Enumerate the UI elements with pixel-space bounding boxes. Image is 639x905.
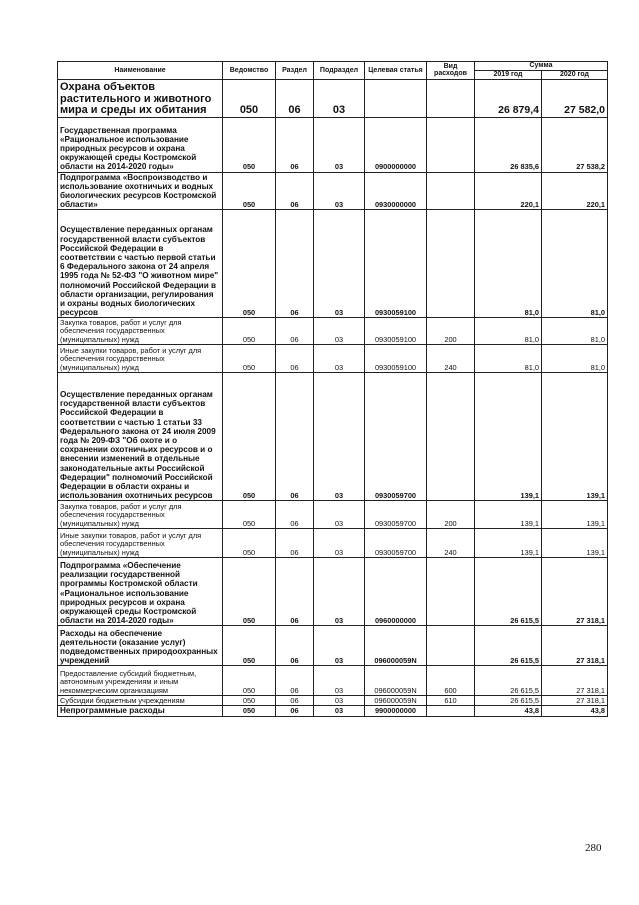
cell-expense-type — [427, 558, 475, 626]
page-number: 280 — [585, 842, 602, 854]
cell-2020: 27 318,1 — [542, 558, 608, 626]
cell-2020: 27 582,0 — [542, 79, 608, 117]
cell-department: 050 — [223, 172, 276, 210]
cell-subsection: 03 — [314, 373, 365, 501]
cell-subsection: 03 — [314, 666, 365, 696]
cell-subsection: 03 — [314, 79, 365, 117]
table-row — [58, 79, 608, 117]
table-body — [58, 79, 608, 716]
cell-expense-type — [427, 706, 475, 716]
cell-department: 050 — [223, 706, 276, 716]
cell-2019: 26 615,5 — [475, 696, 542, 706]
cell-expense-type: 200 — [427, 501, 475, 529]
header-sum: Сумма — [475, 62, 608, 71]
cell-name: Предоставление субсидий бюджетным, автономным учреждениям и иным некоммерческим организациям — [58, 666, 223, 696]
cell-name: Закупка товаров, работ и услуг для обеспечения государственных (муниципальных) нужд — [58, 501, 223, 529]
cell-target: 0930059100 — [365, 318, 427, 345]
cell-target: 096000059N — [365, 666, 427, 696]
header-department: Ведомство — [223, 62, 276, 80]
cell-section: 06 — [276, 318, 314, 345]
cell-section: 06 — [276, 501, 314, 529]
cell-section: 06 — [276, 529, 314, 558]
cell-name: Государственная программа «Рациональное использование природных ресурсов и охрана окружающей среды Костромской области на 2014-2020 годы» — [58, 117, 223, 172]
cell-section: 06 — [276, 666, 314, 696]
cell-target: 0930059100 — [365, 345, 427, 373]
cell-name: Субсидии бюджетным учреждениям — [58, 696, 223, 706]
cell-subsection: 03 — [314, 501, 365, 529]
cell-name: Охрана объектов растительного и животного мира и среды их обитания — [58, 79, 223, 117]
cell-2020: 81,0 — [542, 210, 608, 318]
table-header — [58, 62, 608, 80]
cell-subsection: 03 — [314, 706, 365, 716]
cell-name: Непрограммные расходы — [58, 706, 223, 716]
cell-expense-type — [427, 117, 475, 172]
table-row — [58, 706, 608, 716]
cell-name: Закупка товаров, работ и услуг для обеспечения государственных (муниципальных) нужд — [58, 318, 223, 345]
cell-subsection: 03 — [314, 558, 365, 626]
cell-2020: 81,0 — [542, 345, 608, 373]
cell-section: 06 — [276, 79, 314, 117]
cell-target: 9900000000 — [365, 706, 427, 716]
cell-2019: 139,1 — [475, 501, 542, 529]
cell-2020: 220,1 — [542, 172, 608, 210]
cell-2020: 27 318,1 — [542, 626, 608, 666]
cell-2019: 139,1 — [475, 373, 542, 501]
cell-section: 06 — [276, 345, 314, 373]
header-section: Раздел — [276, 62, 314, 80]
cell-section: 06 — [276, 626, 314, 666]
cell-section: 06 — [276, 696, 314, 706]
budget-table — [57, 61, 608, 717]
table-row — [58, 666, 608, 696]
cell-2020: 27 318,1 — [542, 666, 608, 696]
cell-2020: 81,0 — [542, 318, 608, 345]
cell-department: 050 — [223, 626, 276, 666]
cell-department: 050 — [223, 529, 276, 558]
cell-target — [365, 79, 427, 117]
table-row — [58, 172, 608, 210]
cell-department: 050 — [223, 501, 276, 529]
cell-name: Осуществление переданных органам государственной власти субъектов Российской Федерации в соответствии с частью 1 статьи 33 Федерального закона от 24 июля 2009 года № 209-ФЗ "Об охоте и о сохранении охотничьих ресурсов и о внесении изменений в отдельные законодательные акты Российской Федерации" полномочий Российской Федерации в области охраны и использования охотничьих ресурсов — [58, 373, 223, 501]
cell-subsection: 03 — [314, 117, 365, 172]
cell-expense-type — [427, 210, 475, 318]
header-name: Наименование — [58, 62, 223, 80]
cell-expense-type — [427, 172, 475, 210]
cell-2019: 26 615,5 — [475, 558, 542, 626]
cell-department: 050 — [223, 696, 276, 706]
header-subsection: Подраздел — [314, 62, 365, 80]
cell-subsection: 03 — [314, 626, 365, 666]
cell-2019: 81,0 — [475, 210, 542, 318]
cell-2019: 139,1 — [475, 529, 542, 558]
cell-section: 06 — [276, 706, 314, 716]
cell-section: 06 — [276, 558, 314, 626]
cell-department: 050 — [223, 558, 276, 626]
cell-department: 050 — [223, 117, 276, 172]
cell-2020: 139,1 — [542, 501, 608, 529]
cell-target: 0960000000 — [365, 558, 427, 626]
cell-2020: 139,1 — [542, 529, 608, 558]
cell-2019: 26 879,4 — [475, 79, 542, 117]
cell-target: 0930000000 — [365, 172, 427, 210]
cell-2020: 139,1 — [542, 373, 608, 501]
table-row — [58, 501, 608, 529]
table-row — [58, 345, 608, 373]
table-row — [58, 696, 608, 706]
table-row — [58, 626, 608, 666]
cell-2019: 26 615,5 — [475, 626, 542, 666]
cell-name: Иные закупки товаров, работ и услуг для обеспечения государственных (муниципальных) нужд — [58, 529, 223, 558]
cell-expense-type: 240 — [427, 529, 475, 558]
cell-name: Подпрограмма «Обеспечение реализации государственной программы Костромской области «Рациональное использование природных ресурсов и охрана окружающей среды Костромской области на 2014-2020 годы» — [58, 558, 223, 626]
cell-expense-type — [427, 626, 475, 666]
cell-department: 050 — [223, 345, 276, 373]
cell-expense-type: 610 — [427, 696, 475, 706]
cell-subsection: 03 — [314, 529, 365, 558]
cell-subsection: 03 — [314, 318, 365, 345]
cell-subsection: 03 — [314, 345, 365, 373]
cell-section: 06 — [276, 210, 314, 318]
cell-target: 0930059700 — [365, 373, 427, 501]
cell-2019: 220,1 — [475, 172, 542, 210]
cell-name: Осуществление переданных органам государственной власти субъектов Российской Федерации в соответствии с частью первой статьи 6 Федерального закона от 24 апреля 1995 года № 52-ФЗ "О животном мире" полномочий Российской Федерации в области организации, регулирования и охраны водных биологических ресурсов — [58, 210, 223, 318]
cell-target: 096000059N — [365, 626, 427, 666]
cell-target: 0900000000 — [365, 117, 427, 172]
cell-expense-type: 240 — [427, 345, 475, 373]
cell-subsection: 03 — [314, 172, 365, 210]
header-year-2020: 2020 год — [542, 71, 608, 80]
cell-department: 050 — [223, 79, 276, 117]
cell-name: Подпрограмма «Воспроизводство и использование охотничьих и водных биологических ресурсов Костромской области» — [58, 172, 223, 210]
cell-department: 050 — [223, 373, 276, 501]
cell-department: 050 — [223, 666, 276, 696]
cell-section: 06 — [276, 117, 314, 172]
cell-expense-type — [427, 79, 475, 117]
cell-2019: 26 615,5 — [475, 666, 542, 696]
cell-name: Иные закупки товаров, работ и услуг для обеспечения государственных (муниципальных) нужд — [58, 345, 223, 373]
cell-section: 06 — [276, 172, 314, 210]
table-row — [58, 373, 608, 501]
cell-department: 050 — [223, 318, 276, 345]
table-row — [58, 117, 608, 172]
cell-target: 0930059100 — [365, 210, 427, 318]
cell-target: 0930059700 — [365, 501, 427, 529]
cell-2020: 27 538,2 — [542, 117, 608, 172]
cell-subsection: 03 — [314, 696, 365, 706]
cell-name: Расходы на обеспечение деятельности (оказание услуг) подведомственных природоохранных учреждений — [58, 626, 223, 666]
cell-2020: 43,8 — [542, 706, 608, 716]
cell-target: 096000059N — [365, 696, 427, 706]
header-expense-type: Вид расходов — [427, 62, 475, 80]
cell-2020: 27 318,1 — [542, 696, 608, 706]
header-target: Целевая статья — [365, 62, 427, 80]
cell-section: 06 — [276, 373, 314, 501]
cell-2019: 43,8 — [475, 706, 542, 716]
cell-2019: 26 835,6 — [475, 117, 542, 172]
cell-2019: 81,0 — [475, 318, 542, 345]
table-row — [58, 210, 608, 318]
cell-expense-type — [427, 373, 475, 501]
cell-target: 0930059700 — [365, 529, 427, 558]
cell-expense-type: 200 — [427, 318, 475, 345]
cell-expense-type: 600 — [427, 666, 475, 696]
header-year-2019: 2019 год — [475, 71, 542, 80]
table-row — [58, 318, 608, 345]
cell-2019: 81,0 — [475, 345, 542, 373]
cell-department: 050 — [223, 210, 276, 318]
table-row — [58, 558, 608, 626]
table-row — [58, 529, 608, 558]
cell-subsection: 03 — [314, 210, 365, 318]
